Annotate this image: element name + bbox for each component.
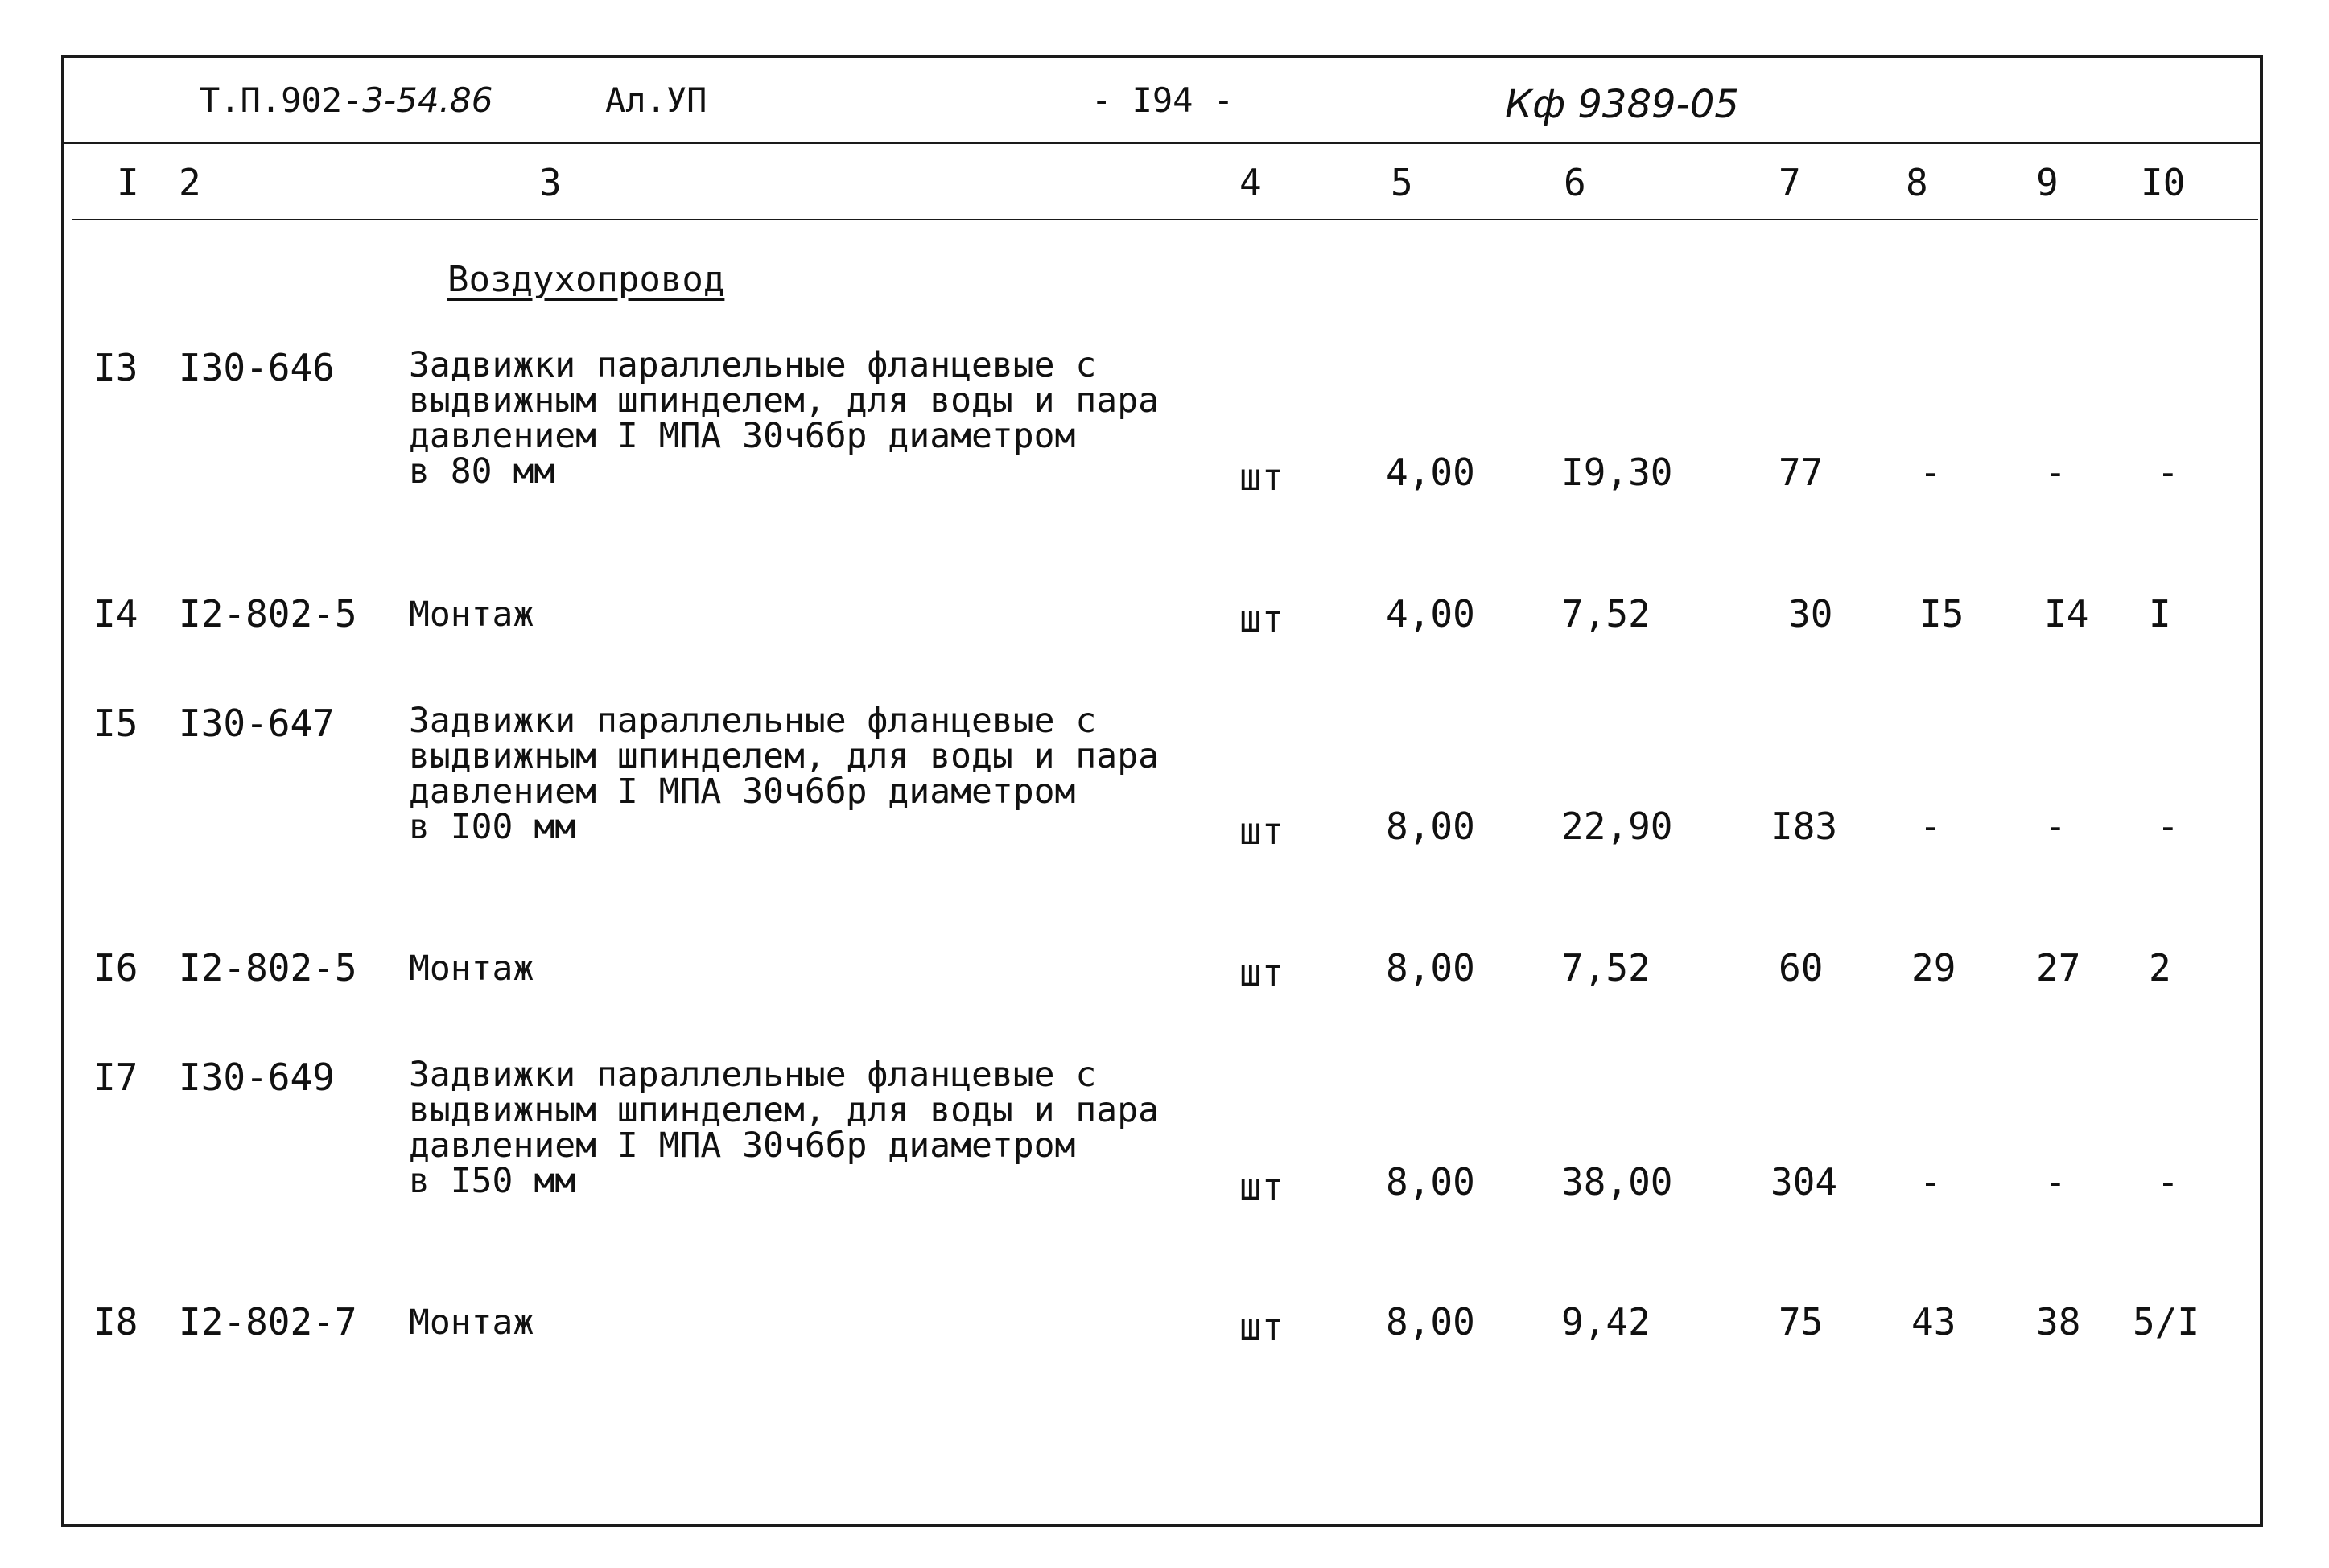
row-16-c8: 29 bbox=[1911, 946, 1956, 990]
row-17-code: I30-649 bbox=[179, 1056, 335, 1099]
row-17-c9: - bbox=[2044, 1160, 2067, 1204]
row-15-c9: - bbox=[2044, 805, 2067, 848]
row-16-num: I6 bbox=[93, 946, 138, 990]
row-14-price: 7,52 bbox=[1561, 592, 1651, 636]
col-header-9: 9 bbox=[2036, 161, 2059, 204]
row-14-code: I2-802-5 bbox=[179, 592, 357, 636]
row-15-desc: Задвижки параллельные фланцевые с выдвижным шпинделем, для воды и пара давлением I МПА 30ч6бр диаметром в I00 мм bbox=[409, 701, 1159, 847]
row-15-total: I83 bbox=[1770, 805, 1838, 848]
column-header-divider bbox=[72, 219, 2258, 220]
row-16-code: I2-802-5 bbox=[179, 946, 357, 990]
col-header-3: 3 bbox=[539, 161, 562, 204]
row-13-desc: Задвижки параллельные фланцевые с выдвижным шпинделем, для воды и пара давлением I МПА 30ч6бр диаметром в 80 мм bbox=[409, 345, 1159, 492]
row-16-price: 7,52 bbox=[1561, 946, 1651, 990]
doc-code bbox=[200, 80, 493, 120]
row-13-qty: 4,00 bbox=[1386, 451, 1475, 494]
row-15-qty: 8,00 bbox=[1386, 805, 1475, 848]
col-header-7: 7 bbox=[1779, 161, 1801, 204]
row-17-num: I7 bbox=[93, 1056, 138, 1099]
row-13-c10: - bbox=[2157, 451, 2179, 494]
row-13-unit: шт bbox=[1239, 455, 1284, 499]
row-17-price: 38,00 bbox=[1561, 1160, 1673, 1204]
col-header-6: 6 bbox=[1564, 161, 1586, 204]
row-13-c9: - bbox=[2044, 451, 2067, 494]
row-14-desc: Монтаж bbox=[409, 595, 534, 635]
row-17-c10: - bbox=[2157, 1160, 2179, 1204]
header-divider bbox=[61, 142, 2263, 144]
col-header-10: I0 bbox=[2141, 161, 2186, 204]
col-header-4: 4 bbox=[1239, 161, 1262, 204]
row-17-total: 304 bbox=[1770, 1160, 1838, 1204]
row-16-desc: Монтаж bbox=[409, 949, 534, 989]
row-15-unit: шт bbox=[1239, 809, 1284, 853]
row-15-code: I30-647 bbox=[179, 702, 335, 745]
col-header-2: 2 bbox=[179, 161, 201, 204]
row-14-unit: шт bbox=[1239, 597, 1284, 640]
col-header-8: 8 bbox=[1906, 161, 1928, 204]
row-18-code: I2-802-7 bbox=[179, 1300, 357, 1344]
row-13-total: 77 bbox=[1779, 451, 1824, 494]
row-16-total: 60 bbox=[1779, 946, 1824, 990]
row-18-total: 75 bbox=[1779, 1300, 1824, 1344]
doc-code-prefix: Т.П.902- bbox=[200, 80, 363, 120]
col-header-5: 5 bbox=[1391, 161, 1413, 204]
row-14-c8: I5 bbox=[1919, 592, 1964, 636]
row-16-unit: шт bbox=[1239, 951, 1284, 994]
row-14-qty: 4,00 bbox=[1386, 592, 1475, 636]
row-13-c8: - bbox=[1919, 451, 1942, 494]
row-18-c10: 5/I bbox=[2133, 1300, 2200, 1344]
stamp-number: Кф 9389-05 bbox=[1505, 82, 1739, 127]
row-16-qty: 8,00 bbox=[1386, 946, 1475, 990]
row-14-c9: I4 bbox=[2044, 592, 2089, 636]
row-15-c8: - bbox=[1919, 805, 1942, 848]
row-15-price: 22,90 bbox=[1561, 805, 1673, 848]
row-14-total: 30 bbox=[1788, 592, 1833, 636]
album-label: Ал.УП bbox=[605, 80, 707, 120]
row-18-c8: 43 bbox=[1911, 1300, 1956, 1344]
row-16-c9: 27 bbox=[2036, 946, 2081, 990]
row-17-desc: Задвижки параллельные фланцевые с выдвижным шпинделем, для воды и пара давлением I МПА 30ч6бр диаметром в I50 мм bbox=[409, 1055, 1159, 1201]
doc-code-handwritten: 3-54.86 bbox=[362, 80, 493, 120]
row-15-c10: - bbox=[2157, 805, 2179, 848]
row-18-qty: 8,00 bbox=[1386, 1300, 1475, 1344]
row-18-num: I8 bbox=[93, 1300, 138, 1344]
row-17-c8: - bbox=[1919, 1160, 1942, 1204]
row-13-num: I3 bbox=[93, 346, 138, 389]
row-16-c10: 2 bbox=[2149, 946, 2171, 990]
row-18-unit: шт bbox=[1239, 1305, 1284, 1348]
row-15-num: I5 bbox=[93, 702, 138, 745]
row-14-num: I4 bbox=[93, 592, 138, 636]
row-13-price: I9,30 bbox=[1561, 451, 1673, 494]
row-18-price: 9,42 bbox=[1561, 1300, 1651, 1344]
row-18-desc: Монтаж bbox=[409, 1303, 534, 1343]
row-17-unit: шт bbox=[1239, 1165, 1284, 1208]
row-13-code: I30-646 bbox=[179, 346, 335, 389]
row-14-c10: I bbox=[2149, 592, 2171, 636]
section-title: Воздухопровод bbox=[447, 259, 725, 300]
col-header-1: I bbox=[117, 161, 139, 204]
page-number: - I94 - bbox=[1091, 80, 1235, 120]
row-18-c9: 38 bbox=[2036, 1300, 2081, 1344]
row-17-qty: 8,00 bbox=[1386, 1160, 1475, 1204]
